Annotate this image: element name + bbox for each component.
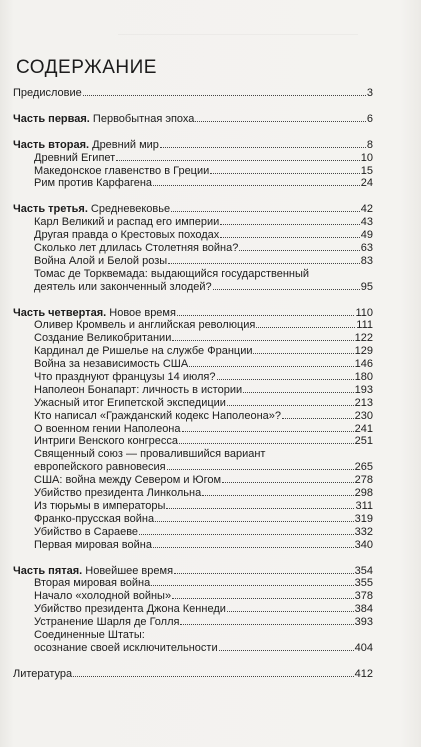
page-title: СОДЕРЖАНИЕ [16, 57, 157, 78]
toc-entry: Война Алой и Белой розы 83 [34, 254, 373, 267]
toc-part-5: Часть пятая. Новейшее время 354 [13, 564, 373, 577]
toc-entry: Первая мировая война 340 [34, 538, 373, 551]
dot-leader [83, 87, 366, 96]
dot-leader [73, 668, 353, 677]
toc-part-4: Часть четвертая. Новое время 110 [13, 306, 373, 319]
toc-entry: Вторая мировая война 355 [34, 577, 373, 590]
toc-entry: Наполеон Бонапарт: личность в истории 193 [34, 383, 373, 396]
toc-entry: Ужасный итог Египетской экспедиции 213 [34, 396, 373, 409]
toc-entry-line1: Томас де Торквемада: выдающийся государственный [34, 267, 310, 280]
toc-entry-preface: Предисловие 3 [13, 87, 373, 99]
table-of-contents [13, 87, 373, 681]
toc-part-2: Часть вторая. Древний мир 8 [13, 138, 373, 151]
toc-entry: Начало «холодной войны» 378 [34, 590, 373, 603]
toc-entry: Убийство в Сараеве 332 [34, 525, 373, 538]
toc-entry: европейского равновесия 265 [34, 461, 373, 474]
toc-entry: Рим против Карфагена 24 [34, 177, 373, 190]
toc-entry-line1: Соединенные Штаты: [34, 628, 145, 641]
dot-leader [174, 565, 354, 574]
toc-entry: Что празднуют французы 14 июля? 180 [34, 371, 373, 384]
toc-entry: О военном гении Наполеона 241 [34, 422, 373, 435]
toc-entry: Из тюрьмы в императоры 311 [34, 499, 373, 512]
dot-leader [195, 113, 365, 122]
toc-entry: Македонское главенство в Греции 15 [34, 164, 373, 177]
toc-entry: осознание своей исключительности 404 [34, 641, 373, 654]
toc-entry: Война за независимость США 146 [34, 358, 373, 371]
toc-entry: Сколько лет длилась Столетняя война? 63 [34, 242, 373, 255]
toc-entry: Другая правда о Крестовых походах 49 [34, 229, 373, 242]
toc-entry-line1: Священный союз — провалившийся вариант [34, 448, 266, 461]
toc-part-1: Часть первая. Первобытная эпоха 6 [13, 112, 373, 125]
toc-entry: Устранение Шарля де Голля 393 [34, 616, 373, 629]
toc-entry: Оливер Кромвель и английская революция 111 [34, 319, 373, 332]
toc-entry: Создание Великобритании 122 [34, 332, 373, 345]
toc-entry: деятель или законченный злодей? 95 [34, 280, 373, 293]
toc-entry: Убийство президента Линкольна 298 [34, 487, 373, 500]
toc-part-3: Часть третья. Средневековье 42 [13, 203, 373, 216]
dot-leader [171, 203, 360, 212]
toc-entry: Кто написал «Гражданский кодекс Наполеона»? 230 [34, 409, 373, 422]
toc-entry: США: война между Севером и Югом 278 [34, 474, 373, 487]
toc-entry: Кардинал де Ришелье на службе Франции 129 [34, 345, 373, 358]
toc-entry: Франко-прусская война 319 [34, 512, 373, 525]
toc-entry: Интриги Венского конгресса 251 [34, 435, 373, 448]
bleed-through-text [118, 34, 358, 45]
toc-entry: Древний Египет 10 [34, 151, 373, 164]
toc-entry-literature: Литература 412 [13, 667, 373, 680]
toc-entry: Убийство президента Джона Кеннеди 384 [34, 603, 373, 616]
dot-leader [177, 307, 355, 316]
dot-leader [160, 139, 366, 148]
toc-entry: Карл Великий и распад его империи 43 [34, 216, 373, 229]
